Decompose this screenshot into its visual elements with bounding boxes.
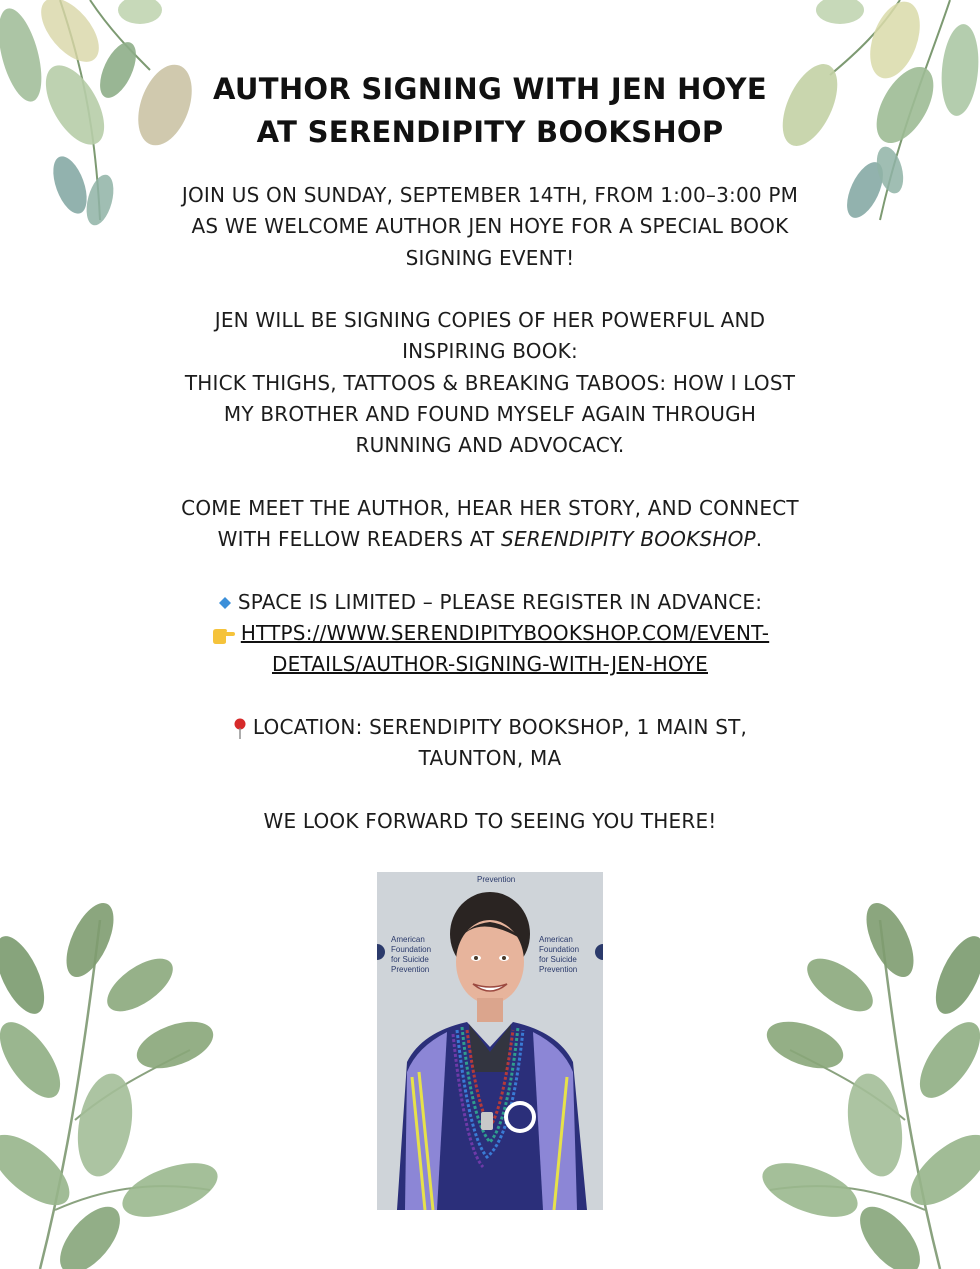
meet-line-2: [130, 524, 850, 555]
meet-prefix: WITH FELLOW READERS AT: [217, 527, 502, 552]
location-text: LOCATION: SERENDIPITY BOOKSHOP, 1 MAIN ST,: [252, 715, 748, 740]
intro-line: JOIN US ON SUNDAY, SEPTEMBER 14TH, FROM 1:00–3:00 PM: [181, 183, 799, 207]
banner-text-left: Prevention: [391, 965, 430, 974]
register-link-line: [130, 618, 850, 649]
intro-line: AS WE WELCOME AUTHOR JEN HOYE FOR A SPECIAL BOOK: [191, 214, 789, 239]
flyer-title: [150, 68, 830, 154]
banner-top-text: Prevention: [477, 875, 516, 884]
meet-suffix: .: [755, 527, 763, 552]
banner-text-left: American: [391, 935, 425, 944]
leaf-decoration-bottom-right: [750, 890, 980, 1269]
leaf-decoration-bottom-left: [0, 890, 230, 1269]
register-link-line-2: [130, 649, 850, 680]
pointing-hand-icon: [211, 626, 235, 644]
banner-text-right: Prevention: [539, 965, 578, 974]
meet-line-1: COME MEET THE AUTHOR, HEAR HER STORY, AND CONNECT: [181, 495, 799, 520]
intro-line: SIGNING EVENT!: [405, 245, 575, 270]
title-line-1: AUTHOR SIGNING WITH JEN HOYE: [213, 72, 767, 106]
book-title-line: RUNNING AND ADVOCACY.: [355, 433, 625, 458]
banner-text-right: for Suicide: [539, 955, 577, 964]
book-title-line: MY BROTHER AND FOUND MYSELF AGAIN THROUGH: [223, 402, 757, 427]
small-blue-diamond-icon: [218, 596, 232, 610]
book-title-line: THICK THIGHS, TATTOOS & BREAKING TABOOS: HOW I LOST: [184, 370, 796, 395]
register-text: SPACE IS LIMITED – PLEASE REGISTER IN ADVANCE:: [237, 589, 763, 614]
book-line: JEN WILL BE SIGNING COPIES OF HER POWERFUL AND: [214, 308, 766, 333]
banner-text-left: for Suicide: [391, 955, 429, 964]
map-pin-icon: [233, 718, 247, 740]
flyer-body: [130, 180, 850, 837]
register-line: [130, 587, 850, 618]
bookshop-name: SERENDIPITY BOOKSHOP: [501, 527, 756, 552]
banner-text-right: American: [539, 935, 573, 944]
author-photo-illustration: [377, 872, 603, 1210]
location-line: [130, 712, 850, 743]
location-line-2: TAUNTON, MA: [418, 746, 562, 771]
registration-link[interactable]: HTTPS://WWW.SERENDIPITYBOOKSHOP.COM/EVENT-: [240, 621, 770, 646]
title-line-2: AT SERENDIPITY BOOKSHOP: [256, 115, 724, 149]
book-line: INSPIRING BOOK:: [402, 339, 578, 364]
closing-line: WE LOOK FORWARD TO SEEING YOU THERE!: [263, 808, 717, 833]
author-photo: [377, 872, 603, 1210]
banner-text-right: Foundation: [539, 945, 580, 954]
registration-link-continued[interactable]: DETAILS/AUTHOR-SIGNING-WITH-JEN-HOYE: [271, 652, 708, 677]
banner-text-left: Foundation: [391, 945, 432, 954]
